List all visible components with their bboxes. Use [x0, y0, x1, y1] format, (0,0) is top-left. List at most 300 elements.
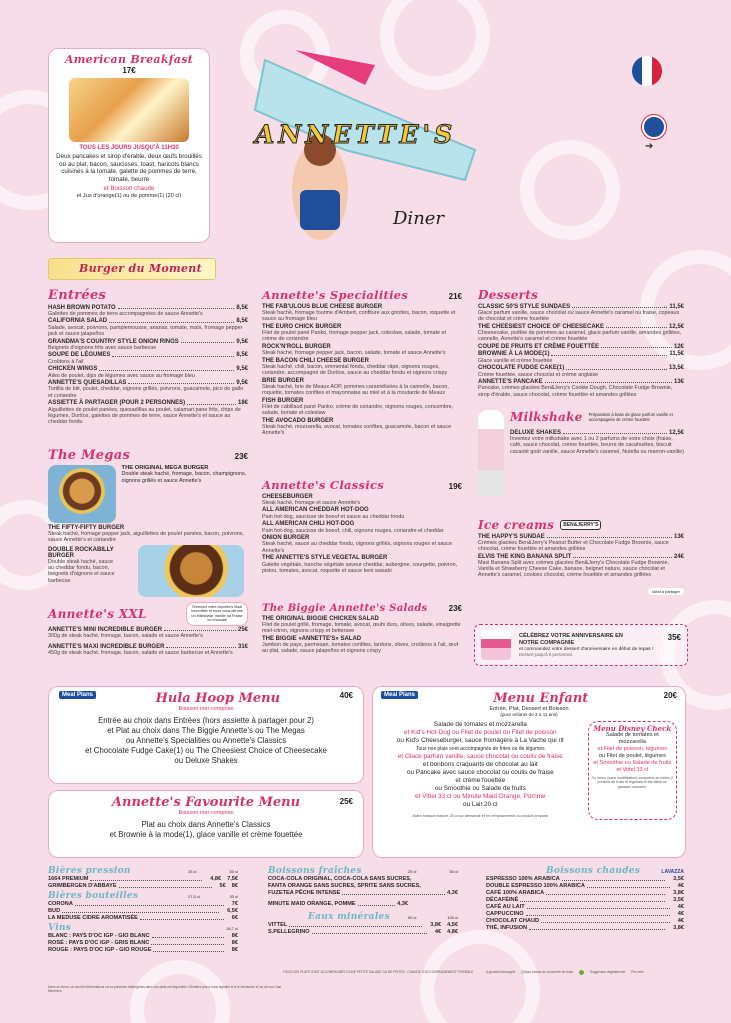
drink-price: 3,8€ [673, 925, 684, 931]
menu-item [48, 352, 248, 364]
dot-leader [140, 915, 224, 920]
drink-row [48, 883, 238, 890]
drink-name: VITTEL [268, 922, 288, 928]
fresh-line-2: FANTA ORANGE SANS SUCRES, SPRITE SANS SUCRES, [268, 883, 421, 889]
drinks-fresh [268, 866, 458, 936]
xxl-mini-price: 25€ [237, 627, 248, 634]
menu-item [262, 378, 462, 397]
fresh-line-1: COCA-COLA ORIGINAL, COCA-COLA SANS SUCRES, [268, 876, 412, 882]
drink-name: GRIMBERGEN D'ABBAYE [48, 883, 117, 889]
drink-name: THÉ, INFUSION [486, 925, 528, 931]
fifty-fifty-desc: Steak haché, fromage pepper jack, aiguillettes de poulet panées, bacon, poivrons, sauce Annette's et coriandre [48, 530, 244, 543]
check-line-5: et Vittel 33 cl [616, 767, 649, 773]
dot-leader [109, 318, 234, 322]
menu-item [478, 379, 684, 398]
beer-title: Bières pression [48, 866, 131, 876]
menu-item-name: CHICKEN WINGS [48, 366, 98, 373]
benjerry-logo: BEN&JERRY'S [560, 520, 601, 530]
dot-leader [118, 305, 235, 309]
drink-price: 5€ [219, 883, 226, 889]
bottle-title: Bières bouteilles [48, 891, 139, 901]
drink-name: LA MEDUSE CIDRE AROMATISÉE [48, 915, 138, 921]
menu-item-name: THE CHEESIEST CHOICE OF CHEESECAKE [478, 323, 605, 330]
burger-du-moment-banner [48, 258, 216, 280]
footer-center: TOUS NOS PLATS SONT ACCOMPAGNÉS D'UNE PETITE SALADE OU DE FRITES - CHANGE D'ACCOMPAGNEMENT POSSIBLE [282, 970, 474, 974]
menu-item-desc: Galette végétale, tranche végétale saveur cheddar, aubergine, courgette, poivron, pistou, tomates, avocat, roquette et sauce keni wasabi [262, 561, 458, 574]
drink-price: 8€ [231, 933, 238, 939]
menu-item-name: THE ANNETTE'S STYLE VEGETAL BURGER [262, 555, 388, 562]
menu-item-name: COUPE DE FRUITS ET CRÈME FOUETTÉE [478, 343, 600, 350]
enfant-line-11: ou Lait 20 cl [463, 801, 498, 808]
drink-row [486, 918, 684, 925]
menu-item-name: ROCK'N'ROLL BURGER [262, 343, 331, 350]
drink-price: 4,8€ [210, 876, 222, 882]
menu-item-desc: Steak haché, fromage et sauce Annette's [262, 499, 361, 506]
menu-item-name: HASH BROWN POTATO [48, 304, 116, 311]
water-col-2: 100 cl [447, 915, 458, 920]
birthday-box [474, 624, 688, 666]
logo-sub: Diner [393, 208, 445, 229]
menu-item [262, 507, 462, 519]
drink-name: ROSÉ : PAYS D'OC IGP - GRIS BLANC [48, 940, 150, 946]
menu-item [262, 521, 462, 533]
drink-name: CAPPUCCINO [486, 911, 524, 917]
menu-item [262, 344, 462, 356]
menu-item [262, 616, 462, 635]
menu-item [478, 344, 684, 350]
menu-item-desc: Pain hot-dog, saucisse de boeuf, chili, oignons rouges, coriandre et cheddar [262, 527, 444, 534]
favourite-price: 25€ [339, 797, 353, 806]
beer-col-2: 50 cl [229, 869, 238, 874]
footer-legal: Dans ce menu, ce nourrit d'informations sur la présence d'allergènes dans nos plats est disponible. N'hésitez pas à nous signaler et à le demander à l'un de nos Cast Members. [48, 985, 282, 993]
menu-item-desc: Steak haché, sauce au cheddar fondu, oignons grillés, oignons rouges et sauce Annette's [262, 541, 452, 554]
check-line-1: Salade de tomates et mozzarella [605, 732, 659, 745]
milkshake-section [478, 410, 684, 496]
menu-item-name: GRANDMA'S COUNTRY STYLE ONION RINGS [48, 338, 179, 345]
menu-item-price: 9,5€ [236, 380, 248, 387]
dot-leader [75, 901, 224, 906]
dot-leader [601, 344, 672, 348]
xxl-section [48, 602, 248, 656]
fifty-fifty-name: THE FIFTY-FIFTY BURGER [48, 524, 125, 531]
burger-du-moment-label: Burger du Moment [79, 262, 202, 275]
dot-leader [529, 925, 665, 930]
enfant-line-7: ou Pancake avec sauce chocolat ou coulis de fraise [406, 769, 554, 776]
rockabilly-burger-photo [138, 545, 244, 597]
xxl-maxi-name: ANNETTE'S MAXI INCREDIBLE BURGER [48, 643, 165, 650]
menu-item-price: 13€ [673, 533, 684, 540]
favourite-line-2: et Brownie à la mode(1), glace vanille et crème fouettée [109, 830, 303, 839]
dot-leader [551, 351, 667, 355]
menu-item-desc: Cheesecake, poêlée de pommes au caramel, glace parfum vanille, amandes grillées, cannelle, Annette's caramel et crème fouettée [478, 329, 682, 343]
check-line-4: et Smoothie ou Salade de fruits [593, 760, 672, 766]
menu-item-desc: Glace vanille et crème fouettée [478, 357, 553, 364]
hot-list [486, 876, 684, 932]
enfant-line-6: et bonbons craquants de chocolat au lait [422, 761, 538, 768]
breakfast-hours: TOUS LES JOURS JUSQU'À 11H30 [79, 145, 179, 151]
footer-legend [486, 970, 686, 975]
drink-name: CAFÉ AU LAIT [486, 904, 525, 910]
dot-leader [112, 352, 234, 356]
menu-item-price: 13€ [673, 379, 684, 386]
dot-leader [562, 876, 665, 881]
menu-item-name: CLASSIC 50'S STYLE SUNDAES [478, 303, 571, 310]
drink-price: 4,5€ [447, 922, 458, 928]
menu-item-name: BROWNIE À LA MODE(1) [478, 351, 550, 358]
check-note: Ce menu (sans modification) comprend au moins 2 portions de fruits et légumes et est faible en graisses saturées. [591, 776, 673, 789]
megas-title: The Megas [48, 448, 131, 463]
menu-item-name: ALL AMERICAN CHILI HOT-DOG [262, 521, 355, 528]
favourite-menu [48, 790, 364, 858]
drink-row [486, 890, 684, 897]
menu-item-name: THE EURO CHICK BURGER [262, 323, 342, 330]
menu-item-desc: Jambon de pays, parmesan, tomates confites, lardons, olives, croûtons à l'ail, œuf au plat, salade, sauce jalapeños et oignons crispy [262, 641, 459, 655]
menu-item-name: THE HAPPY'S SUNDAE [478, 533, 545, 540]
fresh-col-2: 50 cl [449, 869, 458, 874]
dot-leader [587, 883, 670, 888]
hot-title: Boissons chaudes [546, 866, 641, 876]
drink-row [486, 911, 684, 918]
drink-row [268, 922, 458, 929]
desserts-list [478, 304, 684, 398]
wine-col: 18,7 cl [226, 926, 238, 931]
menu-item [478, 554, 684, 579]
classics-title: Annette's Classics [262, 478, 385, 492]
uk-flag-icon[interactable] [642, 115, 666, 139]
hula-line-3: ou Annette's Specialities ou Annette's Classics [125, 736, 287, 745]
xxl-note: Terminez votre Annette's Maxi Incredible et nous vous offrons un Milkshake Vanille ou Fraise ou chocolat [186, 602, 248, 626]
menu-item-desc: Ailes de poulet, dips de légumes avec sauce au fromage bleu [48, 372, 195, 379]
favourite-line-1: Plat au choix dans Annette's Classics [141, 820, 271, 829]
menu-item-price: 9,5€ [236, 366, 248, 373]
dot-leader [547, 534, 672, 538]
menu-item [262, 418, 462, 437]
menu-item-name: THE FAB'ULOUS BLUE CHEESE BURGER [262, 303, 383, 310]
menu-item-desc: Steak haché, fromage pepper jack, bacon, salade, tomate et sauce Annette's [262, 349, 446, 356]
dot-leader [289, 922, 422, 927]
classics-section [262, 478, 462, 574]
enfant-title: Menu Enfant [493, 691, 589, 706]
menu-item [478, 534, 684, 553]
meal-plans-badge: Meal Plans [59, 691, 96, 699]
specialities-title: Annette's Specialities [262, 288, 409, 302]
drink-row [486, 883, 684, 890]
icecreams-list [478, 534, 684, 579]
fresh-col-1: 25 cl [408, 869, 417, 874]
arrow-right-icon[interactable]: ➔ [645, 141, 654, 152]
enfant-line-4: Tous nos plats sont accompagnés de frites ou de légumes [415, 746, 545, 752]
breakfast-drink-2: et Jus d'orange(1) ou de pomme(1) (20 cl) [76, 193, 182, 200]
drink-name: CHOCOLAT CHAUD [486, 918, 540, 924]
breakfast-title: American Breakfast [64, 53, 194, 66]
fresh-line-3-price: 4,3€ [447, 890, 458, 896]
wine-title: Vins [48, 923, 72, 933]
menu-item-desc: Crèmes glacées Ben&Jerry's Peanut Butter et Chocolate Fudge Brownie, sauce chocolat, crème fouettée et amandes grillées [478, 539, 669, 552]
dot-leader [151, 940, 223, 945]
enfant-line-8: et crème fouettée [455, 777, 506, 784]
enfant-line-2: et Kid's Hot-Dog ou Filet de poulet ou Filet de poisson [404, 729, 557, 736]
birthday-price: 35€ [667, 633, 681, 643]
drink-price: 4€ [677, 918, 684, 924]
hula-title: Hula Hoop Menu [155, 691, 281, 706]
menu-item-name: CHOCOLATE FUDGE CAKE(1) [478, 365, 565, 372]
menu-item-name: ANNETTE'S PANCAKE [478, 379, 543, 386]
drink-name: DOUBLE ESPRESSO 100% ARABICA [486, 883, 585, 889]
breakfast-card [48, 48, 210, 243]
dot-leader [520, 897, 665, 902]
drink-price: 3,8€ [673, 890, 684, 896]
specialities-price: 21€ [448, 292, 462, 301]
enfant-line-1: Salade de tomates et mozzarella [433, 721, 527, 728]
drink-name: ROUGE : PAYS D'OC IGP - GIO ROUGE [48, 947, 152, 953]
dot-leader [312, 929, 427, 934]
water-title: Eaux minérales [308, 912, 390, 922]
legend-1: (1)produit décongelé [486, 970, 516, 974]
deluxe-shakes-desc: Inventez votre milkshake avec 1 ou 2 parfums de votre choix (fraise, café, sauce chocolat, crème fouettée, beurre de cacahuètes, biscuit cacaoté goût vanille, sauce Annette's caramel, Nutella ou marron-vanille) [510, 436, 684, 455]
drink-name: CAFÉ 100% ARABICA [486, 890, 545, 896]
classics-price: 19€ [448, 482, 462, 491]
salads-section [262, 603, 462, 654]
menu-item-desc: Beignets d'oignons frits avec sauce barbecue [48, 344, 157, 351]
dot-leader [526, 911, 670, 916]
birthday-desc: et commandez votre dessert d'anniversaire en début de repas ! [519, 646, 654, 652]
menu-item-desc: Maxi Banana Split avec crèmes glacées Ben&Jerry's Chocolate Fudge Brownie, Vanilla et Strawberry Cheese Cake, banane, beignet nature, sauce chocolat et Annette's caramel, cookies chocolat, crème fouettée et amandes grillées [478, 559, 669, 579]
dot-leader [572, 304, 667, 308]
hula-line-5: ou Deluxe Shakes [174, 756, 238, 765]
dot-leader [152, 933, 224, 938]
drink-price: 3,5€ [673, 876, 684, 882]
hula-price: 40€ [339, 691, 353, 700]
menu-item-desc: Pain hot-dog, saucisse de boeuf et sauce au cheddar fondu [262, 513, 405, 520]
menu-item-desc: Filet de cabillaud pané Panko, crème de coriandre, oignons rouges, concombre, salade, tomate et coleslaw [262, 404, 454, 417]
drink-price: 6,5€ [227, 908, 238, 914]
milkshake-title: Milkshake [510, 410, 583, 424]
drink-row [48, 901, 238, 908]
menu-item-name: ALL AMERICAN CHEDDAR HOT-DOG [262, 507, 369, 514]
dot-leader [153, 947, 223, 952]
favourite-sub: Boisson non comprise [178, 810, 234, 816]
double-rockabilly-name: DOUBLE ROCKABILLY BURGER [48, 546, 114, 559]
logo [225, 40, 505, 250]
xxl-maxi-price: 31€ [237, 643, 248, 650]
dot-leader [573, 554, 672, 558]
menu-item-price: 13,5€ [668, 365, 684, 372]
menu-item-desc: Filet de poulet pané Panko, fromage pepper jack, coleslaw, salade, tomate et crème de coriandre [262, 329, 446, 343]
menu-item [48, 318, 248, 337]
drink-row [486, 925, 684, 932]
cake-icon [481, 630, 511, 660]
breakfast-drink-1: et Boisson chaude [103, 185, 155, 193]
menu-item-name: CALIFORNIA SALAD [48, 318, 108, 325]
drinks-hot [486, 866, 684, 932]
menu-item-name: ASSIETTE À PARTAGER (POUR 2 PERSONNES) [48, 400, 186, 407]
dot-leader [545, 379, 672, 383]
specialities-section [262, 288, 462, 437]
menu-item [262, 304, 462, 323]
entrees-section [48, 288, 248, 425]
drink-name: ESPRESSO 100% ARABICA [486, 876, 560, 882]
menu-item-price: 12€ [673, 343, 684, 350]
drinks-beer [48, 866, 238, 954]
milkshake-note: Préparation à base de glace parfum vanille et accompagnée de crème fouettée [588, 412, 673, 422]
xxl-title: Annette's XXL [48, 606, 147, 621]
menu-item-name: FISH BURGER [262, 397, 304, 404]
meal-plans-badge-kids: Meal Plans [381, 691, 418, 699]
fresh-line-4-price: 4,3€ [397, 901, 408, 907]
menu-item [478, 351, 684, 363]
menu-item [262, 494, 462, 506]
drink-price: 6€ [231, 915, 238, 921]
hula-line-4: et Chocolate Fudge Cake(1) ou The Cheesiest Choice of Cheesecake [85, 746, 327, 755]
drink-price: 4€ [677, 911, 684, 917]
drink-price: 4,8€ [447, 929, 458, 935]
water-col-1: 50 cl [408, 915, 417, 920]
drink-price: 4€ [677, 904, 684, 910]
drink-name: BUD [48, 908, 61, 914]
drink-row [48, 915, 238, 922]
legend-4: Prix nets [631, 970, 644, 974]
menu-item-desc: Crème fouettée, sauce chocolat et crème anglaise [478, 371, 599, 378]
menu-item [478, 324, 684, 343]
menu-item-name: BRIE BURGER [262, 377, 305, 384]
menu-item-price: 8,5€ [236, 304, 248, 311]
enfant-line-5: et Glace parfum vanille, sauce chocolat ou coulis de fraise [397, 753, 563, 760]
entrees-title: Entrées [48, 288, 107, 303]
dot-leader [119, 883, 212, 888]
drink-price: 3,5€ [673, 897, 684, 903]
menu-item-name: THE ORIGINAL BIGGIE CHICKEN SALAD [262, 615, 379, 622]
fresh-line-3: FUZETEA PÊCHE INTENSE [268, 890, 341, 896]
mega-original-desc: Double steak haché, fromage, bacon, champignons, oignons grillés et sauce Annette's [121, 471, 247, 484]
hula-line-2: et Plat au choix dans The Biggie Annette's ou The Megas [107, 726, 305, 735]
mega-burger-photo [48, 465, 116, 523]
menu-item [262, 555, 462, 574]
beer-col-1: 25 cl [188, 869, 197, 874]
dot-leader [181, 339, 235, 343]
salads-list [262, 616, 462, 655]
check-line-3: ou Filet de poulet, légumes [598, 753, 666, 759]
drink-row [486, 897, 684, 904]
menu-item [48, 305, 248, 317]
menu-item [262, 636, 462, 655]
menu-item [262, 535, 462, 554]
enfant-foot: Autre boisson fraîche 25 cl sur demande et en remplacement du produit proposé [412, 814, 549, 818]
mega-original-name: THE ORIGINAL MEGA BURGER [121, 465, 209, 471]
drink-name: 1664 PREMIUM [48, 876, 89, 882]
breakfast-photo [69, 78, 189, 142]
breakfast-price: 17€ [122, 66, 136, 75]
fresh-line-4: MINUTE MAID ORANGE, POMME [268, 901, 356, 907]
dot-leader [541, 918, 670, 923]
drink-name: DÉCAFÉINÉ [486, 897, 519, 903]
drink-row [48, 940, 238, 947]
icecreams-title: Ice creams [478, 518, 555, 532]
menu-item-price: 8,5€ [236, 352, 248, 359]
drink-price: 7,5€ [227, 876, 238, 882]
xxl-mini-name: ANNETTE'S MINI INCREDIBLE BURGER [48, 627, 163, 634]
salads-price: 23€ [448, 604, 462, 613]
menu-item-price: 11,5€ [669, 303, 684, 310]
specialities-list [262, 304, 462, 437]
hula-sub: Boisson non comprise [178, 706, 234, 712]
dot-leader [62, 908, 219, 913]
classics-list [262, 494, 462, 574]
menu-item-name: THE AVOCADO BURGER [262, 417, 334, 424]
bottle-list [48, 901, 238, 922]
french-flag-icon[interactable] [632, 56, 662, 86]
dot-leader [99, 366, 234, 370]
menu-item-desc: Pancake, crèmes glacées Ben&Jerry's Cookie Dough, Chocolate Fudge Brownie, sirop d'érable, sauce chocolat, crème fouettée et amandes grillées [478, 385, 673, 398]
dot-leader [566, 365, 667, 369]
menu-item [48, 380, 248, 399]
menu-item-desc: Steak haché, chili, bacon, emmental fondu, cheddar râpé, oignons rouges, coriandre, accompagné de Doritos, sauce au cheddar fondu et oignons crispy [262, 363, 448, 377]
drink-row [486, 904, 684, 911]
menu-item [48, 366, 248, 378]
drink-row [48, 908, 238, 915]
menu-item [478, 365, 684, 377]
disney-check-title: Menu Disney Check [593, 724, 672, 733]
menu-item-name: SOUPE DE LÉGUMES [48, 352, 111, 359]
enfant-line-3: ou Kid's Cheeseburger, sauce fromagère à La Vache qui rit [396, 737, 564, 744]
menu-item [262, 398, 462, 417]
menu-item [478, 304, 684, 323]
menu-item-name: ELVIS THE KING BANANA SPLIT [478, 553, 572, 560]
legend-3: Suggestion végétarienne [590, 970, 626, 974]
fresh-title: Boissons fraîches [268, 866, 362, 876]
menu-item-desc: Steak haché, brie de Meaux AOP, pommes caramélisées à la cannelle, bacon, roquette, tomates confites et mayonnaise au miel et à la moutarde de Meaux [262, 383, 449, 397]
drink-price: 8€ [231, 883, 238, 889]
menu-item-name: ONION BURGER [262, 535, 310, 542]
bottle-col-1: 27,5 cl [188, 894, 200, 899]
enfant-sub: Entrée, Plat, Dessert et Boisson [489, 706, 569, 712]
drink-price: 3,8€ [430, 922, 442, 928]
icecreams-section [478, 518, 684, 598]
dot-leader [128, 380, 234, 384]
menu-item-desc: Filet de poulet grillé, fromage, tomate, avocat, œufs durs, olives, salade, vinaigrette miel-citron, oignons crispy et betterave [262, 621, 461, 634]
desserts-title: Desserts [478, 288, 539, 302]
drink-price: 4€ [434, 929, 442, 935]
drink-price: 8€ [231, 947, 238, 953]
menu-item-name: CHEESEBURGER [262, 493, 313, 500]
milkshake-photo [478, 410, 504, 496]
drink-row [48, 933, 238, 940]
deluxe-shakes-name: DELUXE SHAKES [510, 430, 562, 436]
drink-row [268, 929, 458, 936]
menu-item-price: 8,5€ [236, 318, 248, 325]
check-line-2: et Filet de poisson, légumes [597, 746, 668, 752]
dot-leader [546, 890, 665, 895]
menu-item-name: ANNETTE'S QUESADILLAS [48, 380, 127, 387]
drink-name: CORONA [48, 901, 73, 907]
bottle-col-2: 33 cl [229, 894, 238, 899]
drink-price: 4€ [677, 883, 684, 889]
drink-row [48, 876, 238, 883]
logo-text: ANNETTE'S [255, 120, 457, 149]
lavazza-logo: LAVAZZA [661, 869, 684, 875]
menu-item-price: 11,5€ [669, 351, 684, 358]
dot-leader [90, 876, 202, 881]
drink-price: 7€ [231, 901, 238, 907]
disney-check-card [588, 721, 677, 820]
drink-row [486, 876, 684, 883]
menu-item-desc: Steak haché, fromage fourme d'Ambert, confiture aux griottes, bacon, roquette et sauce au fromage bleu [262, 309, 456, 322]
deluxe-shakes-price: 12,5€ [668, 430, 684, 436]
beer-list [48, 876, 238, 890]
megas-price: 23€ [234, 452, 248, 461]
menu-item-desc: Aiguillettes de poulet panées, quesadillas au poulet, calamari pane frits, chips de légumes, Doritos, galettes de pommes de terre, sauce Annette's et sauce au cheddar fondu [48, 406, 241, 425]
enfant-age: (pour enfants de 3 à 11 ans) [500, 712, 558, 717]
xxl-maxi-desc: 450g de steak haché, fromage, bacon, salade et sauce barbecue et Annette's [48, 649, 233, 656]
